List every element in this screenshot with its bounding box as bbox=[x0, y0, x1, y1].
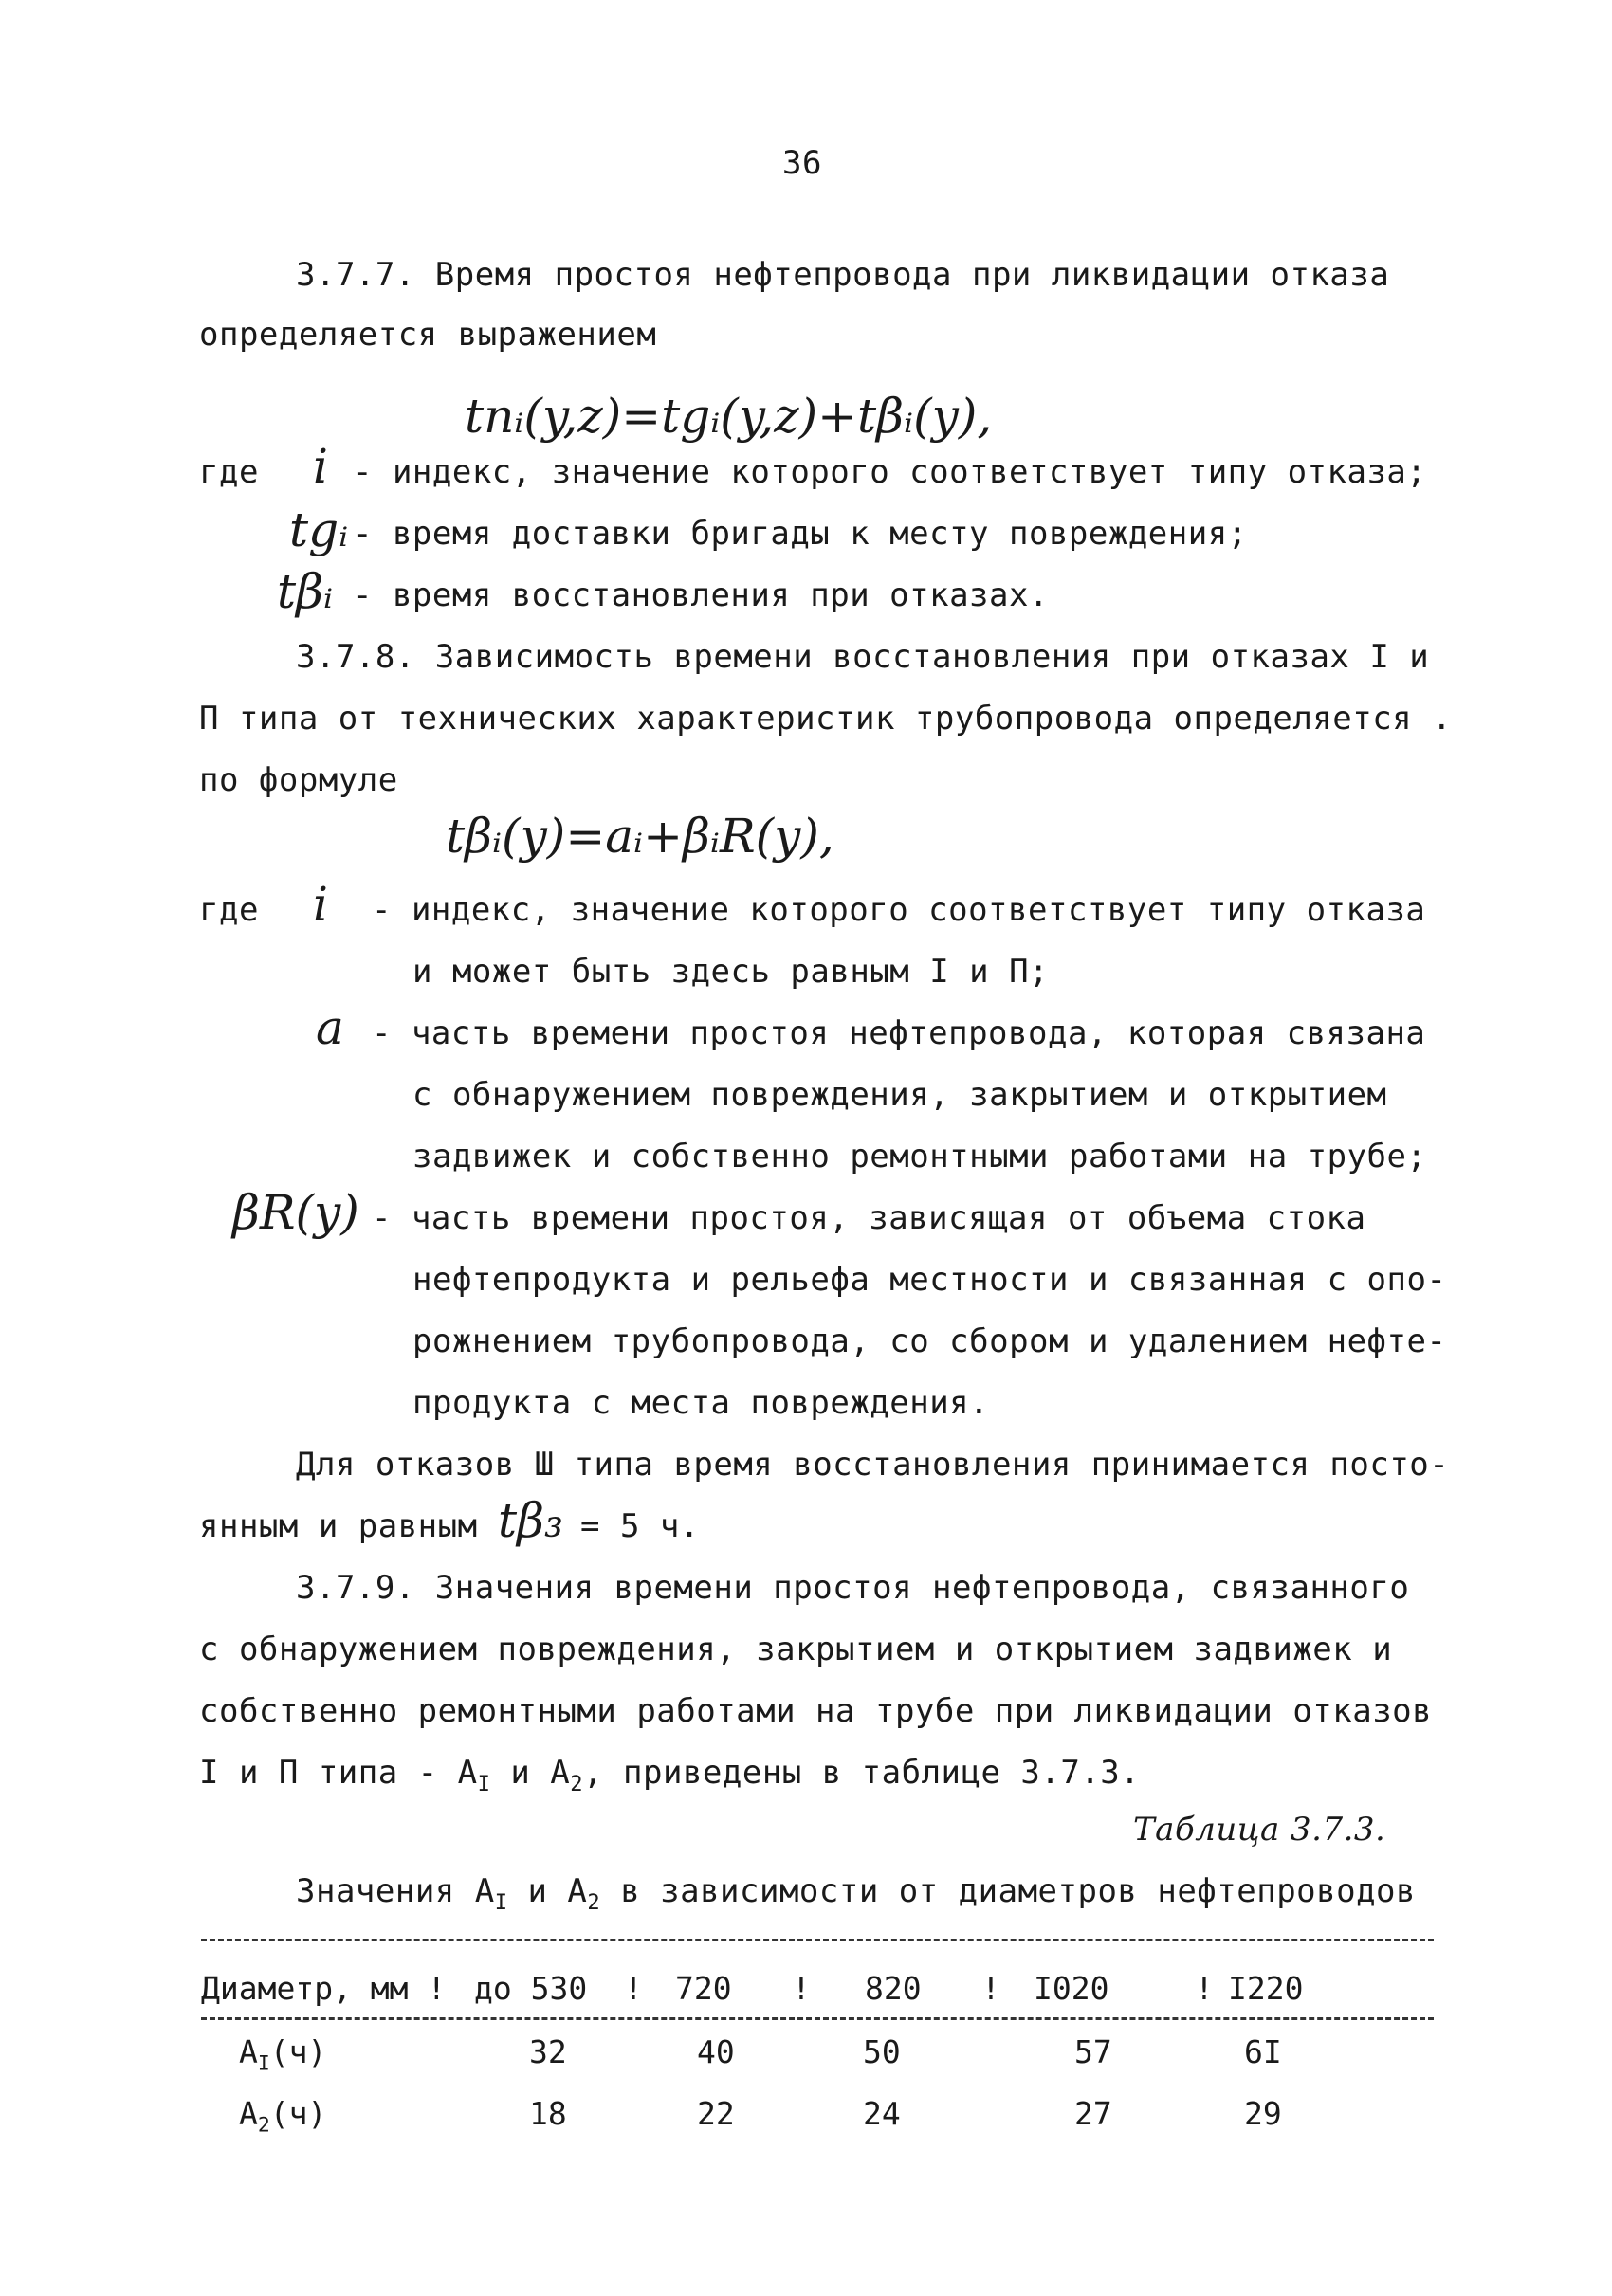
table-cell: 27 bbox=[1074, 2095, 1112, 2132]
s378-a-desc-3: задвижек и собственно ремонтными работами на трубе; bbox=[412, 1138, 1427, 1175]
table-header-d720: 720 bbox=[675, 1970, 732, 2007]
table-header-sep: ! bbox=[792, 1970, 811, 2007]
s378-i-symbol: i bbox=[313, 877, 328, 932]
s378-bR-desc-3: рожнением трубопровода, со сбором и удалением нефте- bbox=[412, 1322, 1447, 1360]
s379-line-1: 3.7.9. Значения времени простоя нефтепровода, связанного bbox=[296, 1569, 1410, 1607]
table-row-a1-label: $A_I(ч)$ bbox=[239, 2033, 327, 2076]
s377-tb-desc: - время восстановления при отказах. bbox=[353, 576, 1049, 614]
table-header-d1220: I220 bbox=[1228, 1970, 1304, 2007]
s379-line-4: I и П типа - $A_I$ и $A_2$, приведены в таблице 3.7.3. bbox=[199, 1754, 1141, 1796]
formula-downtime: tnᵢ(y,z)=tgᵢ(y,z)+tβᵢ(y), bbox=[465, 389, 993, 444]
table-header-sep: ! bbox=[624, 1970, 643, 2007]
table-cell: 57 bbox=[1074, 2033, 1112, 2070]
table-header-sep: ! bbox=[981, 1970, 1000, 2007]
type3-line-2a: янным и равным bbox=[199, 1507, 478, 1545]
table-header-d820: 820 bbox=[865, 1970, 922, 2007]
table-cell: 18 bbox=[529, 2095, 567, 2132]
s377-tg-symbol: tgᵢ bbox=[289, 502, 349, 557]
table-cell: 24 bbox=[863, 2095, 901, 2132]
table-rule-top bbox=[201, 1939, 1434, 1941]
type3-line-1: Для отказов Ш типа время восстановления принимается посто- bbox=[296, 1446, 1450, 1484]
s378-line-2: П типа от технических характеристик трубопровода определяется . bbox=[199, 700, 1453, 738]
s377-tg-desc: - время доставки бригады к месту повреждения; bbox=[353, 515, 1248, 553]
table-header-sep: ! bbox=[1195, 1970, 1214, 2007]
s377-tb-symbol: tβᵢ bbox=[277, 564, 334, 619]
s378-where: где bbox=[199, 891, 259, 929]
s378-a-desc-1: - часть времени простоя нефтепровода, которая связана bbox=[372, 1014, 1426, 1052]
s378-bR-desc-1: - часть времени простоя, зависящая от объема стока bbox=[372, 1199, 1366, 1237]
table-row-a2-label: $A_2(ч)$ bbox=[239, 2095, 327, 2138]
type3-symbol: tβ₃ bbox=[498, 1493, 564, 1548]
s378-bR-desc-2: нефтепродукта и рельефа местности и связанная с опо- bbox=[412, 1261, 1447, 1299]
table-cell: 50 bbox=[863, 2033, 901, 2070]
table-cell: 40 bbox=[697, 2033, 735, 2070]
s378-line-1: 3.7.8. Зависимость времени восстановления при отказах I и bbox=[296, 638, 1430, 676]
s379-line-3: собственно ремонтными работами на трубе при ликвидации отказов bbox=[199, 1692, 1433, 1730]
table-header-label: Диаметр, мм ! bbox=[201, 1970, 447, 2007]
table-cell: 22 bbox=[697, 2095, 735, 2132]
s378-a-desc-2: с обнаружением повреждения, закрытием и открытием bbox=[412, 1076, 1387, 1114]
s378-bR-symbol: βR(y) bbox=[232, 1185, 359, 1240]
s378-i-desc-2: и может быть здесь равным I и П; bbox=[412, 953, 1050, 991]
s379-line-2: с обнаружением повреждения, закрытием и открытием задвижек и bbox=[199, 1631, 1393, 1668]
type3-line-2b: = 5 ч. bbox=[580, 1507, 700, 1545]
s377-where: где bbox=[199, 453, 259, 491]
table-header-d1020: I020 bbox=[1034, 1970, 1109, 2007]
s378-line-3: по формуле bbox=[199, 761, 398, 799]
table-rule-mid bbox=[201, 2017, 1434, 2020]
s377-intro-line-1: 3.7.7. Время простоя нефтепровода при ликвидации отказа bbox=[296, 256, 1390, 294]
s377-i-desc: - индекс, значение которого соответствует типу отказа; bbox=[353, 453, 1427, 491]
table-cell: 6I bbox=[1244, 2033, 1282, 2070]
s378-i-desc-1: - индекс, значение которого соответствует типу отказа bbox=[372, 891, 1426, 929]
s377-intro-line-2: определяется выражением bbox=[199, 316, 657, 354]
s378-bR-desc-4: продукта с места повреждения. bbox=[412, 1384, 990, 1422]
table-caption: Значения $A_I$ и $A_2$ в зависимости от диаметров нефтепроводов bbox=[296, 1872, 1416, 1915]
table-header-d530: до 530 bbox=[474, 1970, 588, 2007]
table-label: Таблица 3.7.3. bbox=[1133, 1811, 1386, 1849]
s378-a-symbol: a bbox=[316, 1000, 344, 1055]
page-number: 36 bbox=[782, 144, 822, 182]
s377-i-symbol: i bbox=[313, 439, 328, 494]
table-cell: 32 bbox=[529, 2033, 567, 2070]
formula-restoration: tβᵢ(y)=aᵢ+βᵢR(y), bbox=[446, 809, 834, 864]
table-cell: 29 bbox=[1244, 2095, 1282, 2132]
